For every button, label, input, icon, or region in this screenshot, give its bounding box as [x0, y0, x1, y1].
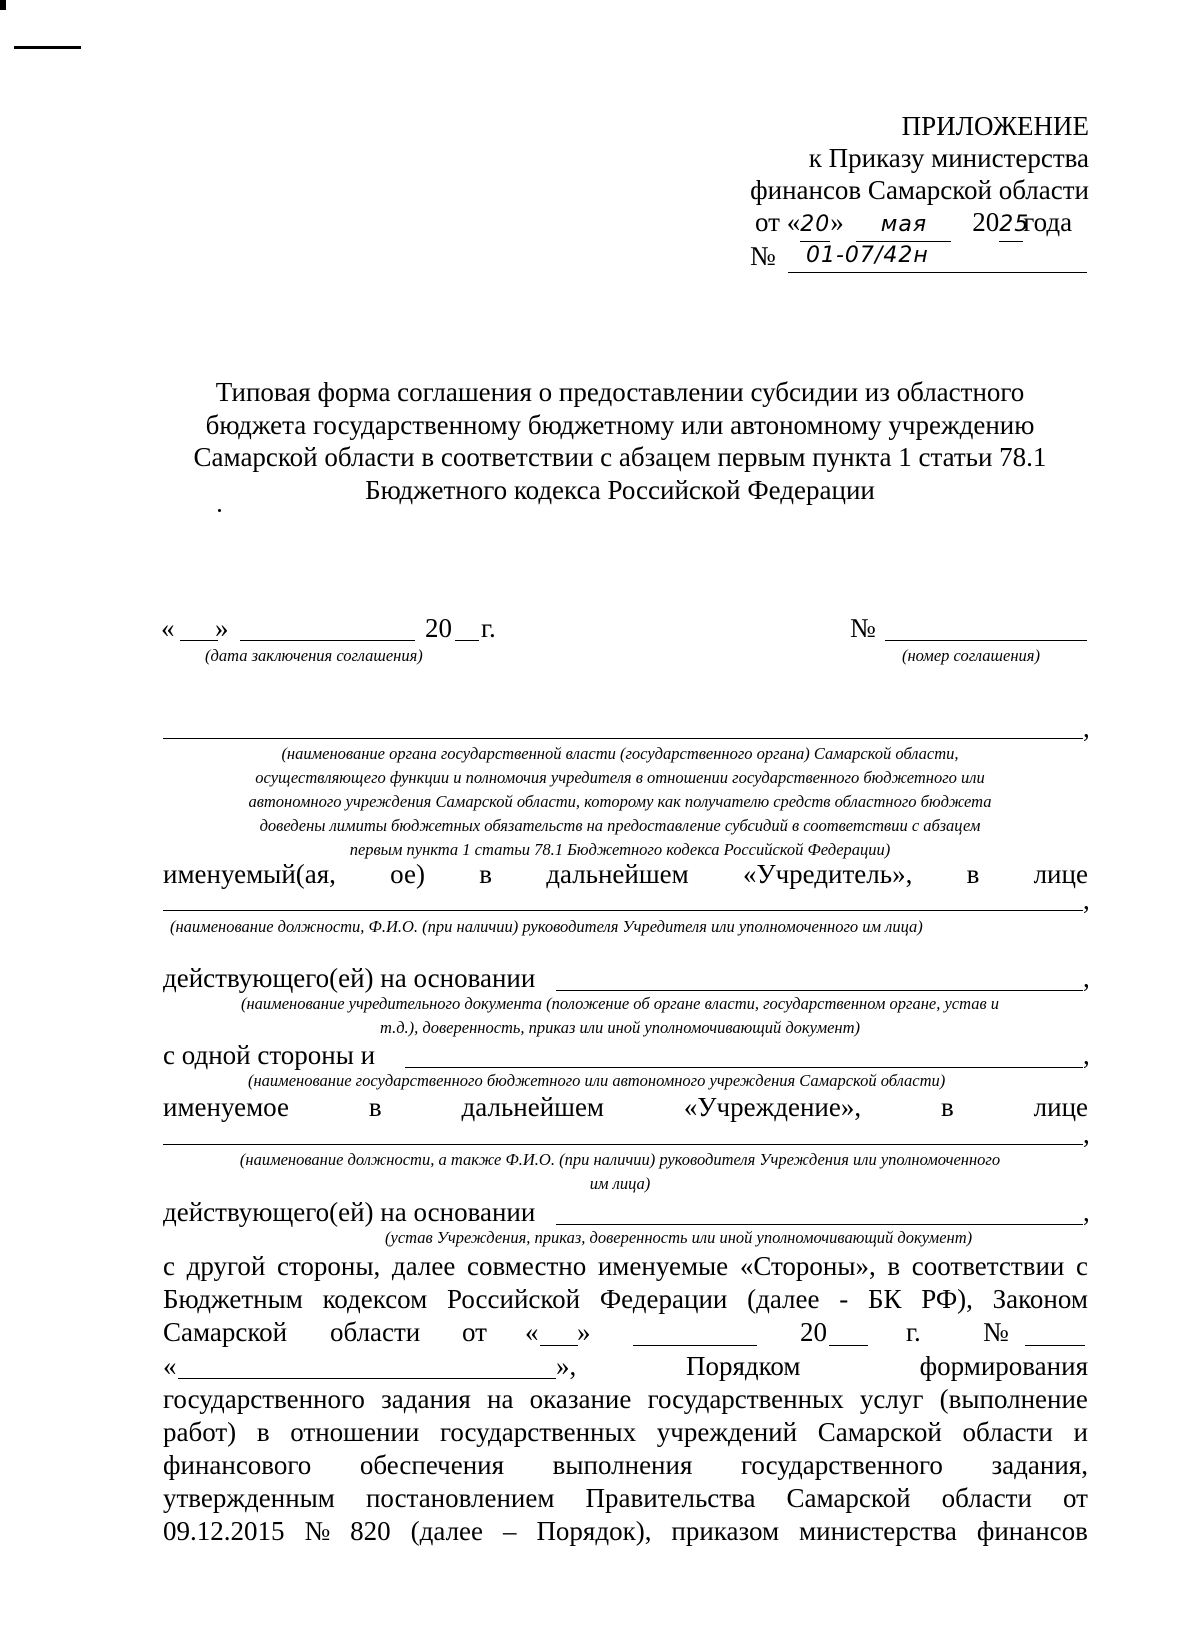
body-line-6: работ) в отношении государственных учреждений Самарской области и [163, 1417, 1088, 1447]
agreement-number-caption: (номер соглашения) [902, 646, 1040, 665]
body-line-8: утвержденным постановлением Правительства Самарской области от [163, 1483, 1088, 1513]
title-line-3: Самарской области в соответствии с абзацем первым пункта 1 статьи 78.1 [193, 442, 1047, 472]
body-line-5: государственного задания на оказание государственных услуг (выполнение [163, 1384, 1088, 1414]
scan-speck [218, 509, 221, 512]
header-date-mid: » [830, 207, 844, 237]
founder-name-line [163, 738, 1083, 739]
founder-position-line [163, 910, 1083, 911]
agreement-year: 20 [425, 613, 452, 643]
body-line-3-qclose: » [577, 1317, 591, 1347]
header-number-label: № [750, 241, 776, 271]
founder-basis-line [556, 990, 1083, 991]
founder-name-comma: , [1083, 713, 1090, 743]
header-number-underline [788, 272, 1087, 273]
header-number-value: 01-07/42н [806, 243, 929, 268]
institution-position-comma: , [1083, 1119, 1090, 1149]
document-title [100, 376, 1140, 506]
body-line-2: Бюджетным кодексом Российской Федерации (далее - БК РФ), Законом [163, 1284, 1088, 1314]
title-line-2: бюджета государственному бюджетному или автономному учреждению [205, 409, 1035, 440]
header-title: ПРИЛОЖЕНИЕ [901, 111, 1089, 141]
institution-basis-line [556, 1224, 1083, 1225]
one-side-label: с одной стороны и [163, 1040, 376, 1070]
header-line-1: к Приказу министерства [808, 143, 1089, 173]
law-year-line [829, 1345, 868, 1346]
institution-basis-caption: (устав Учреждения, приказ, доверенность или иной уполномочивающий документ) [385, 1228, 973, 1247]
body-line-1: с другой стороны, далее совместно именуемые «Стороны», в соответствии с [163, 1251, 1088, 1281]
title-line-4: Бюджетного кодекса Российской Федерации [365, 474, 875, 505]
agreement-date-caption: (дата заключения соглашения) [205, 646, 423, 665]
header-date-year-hand: 25 [999, 209, 1023, 242]
body-line-3-qopen: « [525, 1317, 539, 1347]
law-day-line [540, 1345, 578, 1346]
law-month-line [633, 1345, 757, 1346]
scan-mark-dash [14, 46, 81, 49]
body-line-3-w3: от [462, 1317, 487, 1347]
body-line-3-g: г. [906, 1317, 921, 1347]
body-line-3-w1: Самарской [163, 1317, 288, 1347]
header-date-prefix: от « [755, 207, 801, 237]
body-line-4-qclose: », [556, 1351, 577, 1381]
header-date-year-prefix: 20 [972, 207, 1000, 237]
body-line-4-w1: Порядком [686, 1351, 801, 1381]
founder-named-row: именуемый(ая, ое) в дальнейшем «Учредитель», в лице [163, 859, 1088, 889]
founder-acting-label: действующего(ей) на основании [163, 963, 536, 993]
header-date-day: 20 [800, 209, 830, 242]
institution-acting-label: действующего(ей) на основании [163, 1197, 536, 1227]
title-line-1: Типовая форма соглашения о предоставлении субсидии из областного [215, 377, 1025, 407]
institution-caption: (наименование государственного бюджетного или автономного учреждения Самарской области) [248, 1071, 946, 1090]
institution-position-caption: (наименование должности, а также Ф.И.О. (при наличии) руководителя Учреждения или уполномоченного им лица) [239, 1150, 1001, 1193]
body-line-9: 09.12.2015 № 820 (далее – Порядок), приказом министерства финансов [163, 1516, 1088, 1546]
body-line-4-qopen: « [163, 1351, 177, 1381]
agreement-date-close-quote: » [215, 613, 229, 643]
institution-position-line [163, 1144, 1083, 1145]
body-line-3-num: № [983, 1317, 1009, 1347]
body-line-3-w2: области [330, 1317, 421, 1347]
institution-name-comma: , [1083, 1040, 1090, 1070]
header-date-suffix: года [1023, 207, 1073, 237]
founder-position-comma: , [1083, 885, 1090, 915]
agreement-year-line [455, 640, 479, 641]
founder-basis-comma: , [1083, 963, 1090, 993]
institution-named-row: именуемое в дальнейшем «Учреждение», в лице [163, 1092, 1088, 1122]
institution-basis-comma: , [1083, 1197, 1090, 1227]
header-date-month: мая [856, 209, 951, 242]
agreement-day-line [180, 640, 218, 641]
founder-position-caption: (наименование должности, Ф.И.О. (при наличии) руководителя Учредителя или уполномоченного им лица) [170, 917, 923, 936]
agreement-year-suffix: г. [481, 613, 496, 643]
institution-name-line [405, 1067, 1083, 1068]
agreement-month-line [240, 640, 415, 641]
agreement-number-label: № [850, 613, 876, 643]
header-date [755, 206, 1072, 242]
header-line-2: финансов Самарской области [750, 175, 1089, 205]
body-line-3-year: 20 [800, 1317, 827, 1347]
body-line-7: финансового обеспечения выполнения государственного задания, [163, 1450, 1088, 1480]
founder-basis-caption: (наименование учредительного документа (положение об органе власти, государственном органе, устав и т.д.), доверенность, приказ или иной уполномочивающий документ) [240, 994, 1000, 1037]
law-number-line [1025, 1345, 1085, 1346]
agreement-number-line [885, 640, 1087, 641]
body-line-4-w2: формирования [919, 1351, 1088, 1381]
law-name-line [178, 1378, 556, 1379]
scan-mark-corner [0, 0, 6, 10]
founder-caption: (наименование органа государственной власти (государственного органа) Самарской области, осуществляющего функции и полномочия учредителя в отношении государственного бюджетного или автономного учреждения Самарской области, которому как получателю средств областного бюджета доведены лимиты бюджетных обязательств на предоставление субсидий в соответствии с абзацем первым пункта 1 статьи 78.1 Бюджетного кодекса Российской Федерации) [248, 744, 992, 859]
agreement-date-open-quote: « [161, 613, 175, 643]
